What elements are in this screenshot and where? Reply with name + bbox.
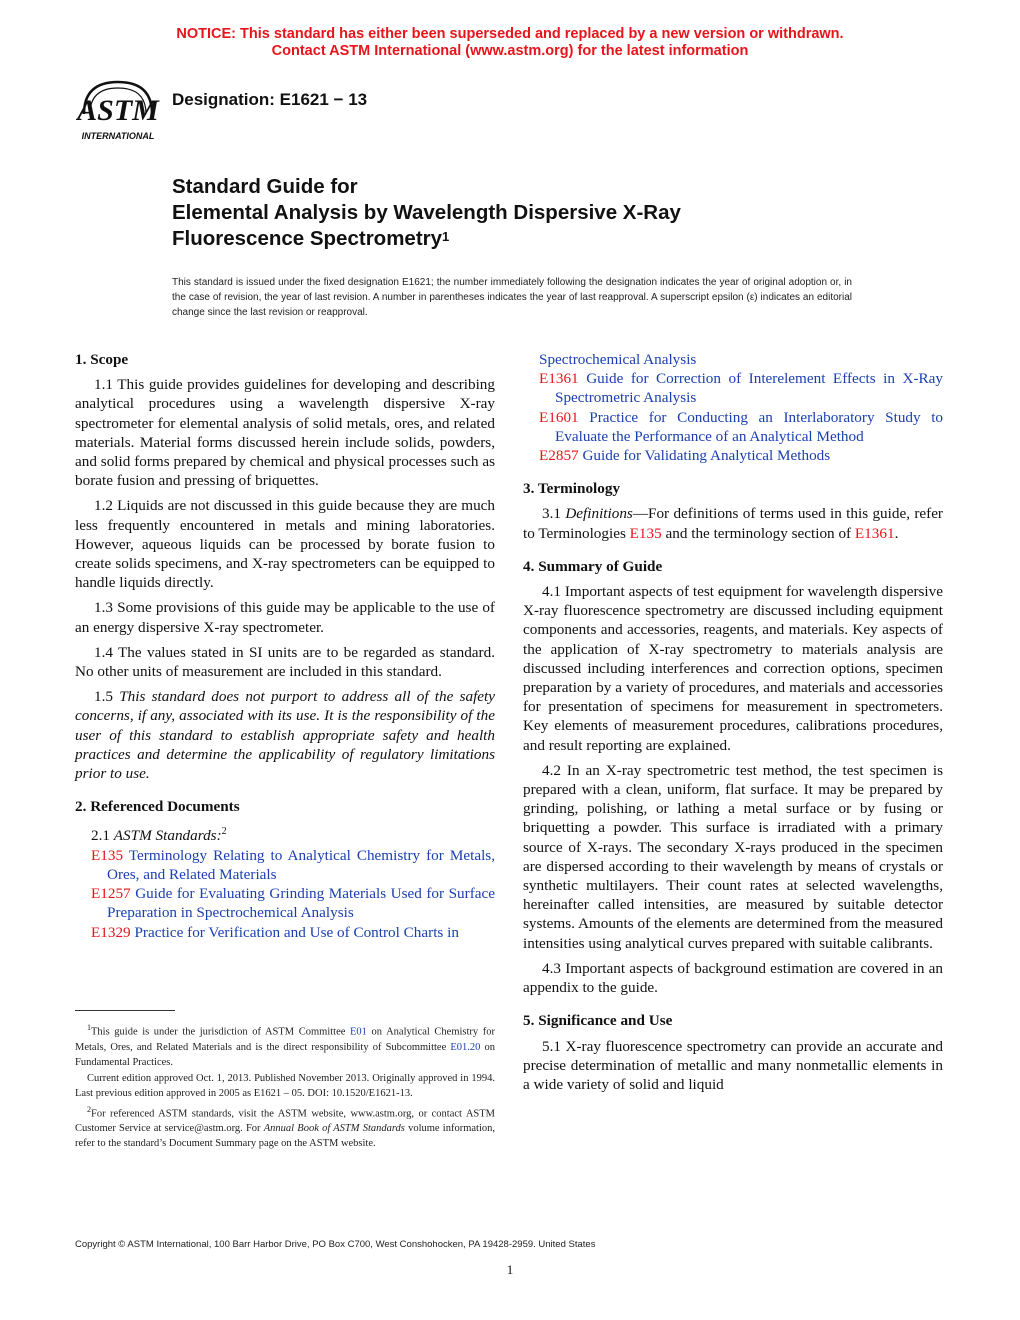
refdocs-heading: 2. Referenced Documents <box>75 798 240 816</box>
scope-paragraph-1-4: 1.4 The values stated in SI units are to be regarded as standard. No other units of measurement are included in this standard. <box>75 643 495 681</box>
ref-item-e1361[interactable]: E1361 Guide for Correction of Interelement Effects in X-Ray Spectrometric Analysis <box>539 370 944 407</box>
notice-banner <box>0 26 1020 60</box>
ref-item-e1601[interactable]: E1601 Practice for Conducting an Interlaboratory Study to Evaluate the Performance of an Analytical Method <box>539 408 944 445</box>
copyright-line: Copyright © ASTM International, 100 Barr Harbor Drive, PO Box C700, West Conshohocken, PA 19428-2959. United States <box>75 1239 596 1250</box>
summary-heading: 4. Summary of Guide <box>523 557 663 575</box>
page-number: 1 <box>506 1262 514 1277</box>
ref-item-e135[interactable]: E135 Terminology Relating to Analytical Chemistry for Metals, Ores, and Related Materials <box>91 846 495 883</box>
title-line-1: Standard Guide for <box>172 175 358 198</box>
link-e1361[interactable]: E1361 <box>854 524 895 542</box>
summary-paragraph-4-1: 4.1 Important aspects of test equipment for wavelength dispersive X-ray fluorescence spectrometry are discussed including equipment components and accessories, reagents, and materials. Key aspects of the application of X-ray spectrometry to materials analysis are discussed including interferences and correction options, specimen preparation by a variety of procedures, and materials and accessories for presentation of specimens for measurement in spectrometers. Key elements of measurement procedures, calibrations procedures, and result reporting are explained. <box>523 583 943 754</box>
scope-heading: 1. Scope <box>75 351 129 368</box>
significance-paragraph-5-1: 5.1 X-ray fluorescence spectrometry can provide an accurate and precise determination of metallic and many nonmetallic elements in a wide variety of solid and liquid <box>523 1037 943 1093</box>
summary-paragraph-4-2: 4.2 In an X-ray spectrometric test method, the test specimen is prepared with a clean, uniform, flat surface. It may be prepared by grinding, polishing, or lathing a metal surface or by fusing or briquetting a powder. This surface is irradiated with a primary source of X-rays. The secondary X-rays produced in the specimen are dispersed according to their wavelength by means of crystals or synthetic multilayers. Their count rates at selected wavelengths, hereinafter called intensities, are measured by suitable detector systems. Amounts of the elements are determined from the measured intensities using analytical curves prepared with suitable calibrants. <box>523 761 943 952</box>
scope-paragraph-1-5: 1.5 This standard does not purport to address all of the safety concerns, if any, associated with its use. It is the responsibility of the user of this standard to establish appropriate safety and health practices and determine the applicability of regulatory limitations prior to use. <box>75 688 495 783</box>
terminology-paragraph-3-1: 3.1 Definitions—For definitions of terms used in this guide, refer to Terminologies E135 and the terminology section of E1361. <box>523 505 943 542</box>
title-line-2: Elemental Analysis by Wavelength Dispersive X-Ray <box>172 201 681 224</box>
scope-paragraph-1-3: 1.3 Some provisions of this guide may be applicable to the use of an energy dispersive X-ray spectrometer. <box>75 599 495 636</box>
scope-paragraph-1-1: 1.1 This guide provides guidelines for developing and describing analytical procedures using a wavelength dispersive X-ray spectrometer for elemental analysis of solid metals, ores, and related materials. Material forms discussed herein include solids, powders, and solid forms prepared by chemical and physical processes such as borate fusion and pressing of briquettes. <box>75 376 495 490</box>
logo-text: INTERNATIONAL <box>81 131 155 141</box>
ref-item-e2857[interactable]: E2857 Guide for Validating Analytical Methods <box>539 447 831 465</box>
astm-standards-label: 2.1 ASTM Standards:$^2$ <box>91 826 227 845</box>
ref-item-e1329-continued[interactable]: Spectrochemical Analysis <box>539 351 697 368</box>
title-line-3: Fluorescence Spectrometry$^1$ <box>172 227 450 250</box>
astm-logo <box>76 76 160 142</box>
designation: Designation: E1621 − 13 <box>172 90 368 109</box>
link-e01-20[interactable]: E01.20 <box>450 1041 481 1053</box>
footnotes <box>75 1020 495 1152</box>
right-column <box>523 350 943 1100</box>
link-e01[interactable]: E01 <box>350 1026 367 1038</box>
notice-line-2: Contact ASTM International (www.astm.org) for the latest information <box>271 43 749 59</box>
document-title <box>172 174 681 252</box>
notice-line-1: NOTICE: This standard has either been superseded and replaced by a new version or withdrawn. <box>176 26 844 42</box>
issuance-note: This standard is issued under the fixed designation E1621; the number immediately following the designation indicates the year of original adoption or, in the case of revision, the year of last revision. A number in parentheses indicates the year of last reapproval. A superscript epsilon (ε) indicates an editorial change since the last revision or reapproval. <box>172 277 852 318</box>
logo-letters: ASTM <box>77 94 159 127</box>
link-e135[interactable]: E135 <box>629 524 662 542</box>
footnote-1: $^1$This guide is under the jurisdiction of ASTM Committee E01 on Analytical Chemistry for Metals, Ores, and Related Materials and is the direct responsibility of Subcommittee E01.20 on Fundamental Practices. <box>75 1023 496 1068</box>
left-column <box>75 350 495 942</box>
footnote-1-edition: Current edition approved Oct. 1, 2013. Published November 2013. Originally approved in 1994. Last previous edition approved in 2005 as E1621 – 05. DOI: 10.1520/E1621-13. <box>75 1072 495 1099</box>
significance-heading: 5. Significance and Use <box>523 1012 673 1030</box>
summary-paragraph-4-3: 4.3 Important aspects of background estimation are covered in an appendix to the guide. <box>523 959 943 997</box>
title-footnote-mark: 1 <box>442 229 450 244</box>
scope-paragraph-1-2: 1.2 Liquids are not discussed in this guide because they are much less frequently encountered in metals and mining laboratories. However, aqueous liquids can be processed by borate fusion to create solids specimens, and X-ray spectrometers can be equipped to handle liquids directly. <box>75 497 495 592</box>
ref-item-e1257[interactable]: E1257 Guide for Evaluating Grinding Materials Used for Surface Preparation in Spectrochemical Analysis <box>91 885 495 922</box>
terminology-heading: 3. Terminology <box>523 480 621 498</box>
footnote-2: $^2$For referenced ASTM standards, visit the ASTM website, www.astm.org, or contact ASTM Customer Service at service@astm.org. For Annual Book of ASTM Standards volume information, refer to the standard’s Document Summary page on the ASTM website. <box>75 1104 495 1149</box>
ref-item-e1329[interactable]: E1329 Practice for Verification and Use of Control Charts in <box>91 923 459 941</box>
footnote-divider <box>75 1010 175 1011</box>
